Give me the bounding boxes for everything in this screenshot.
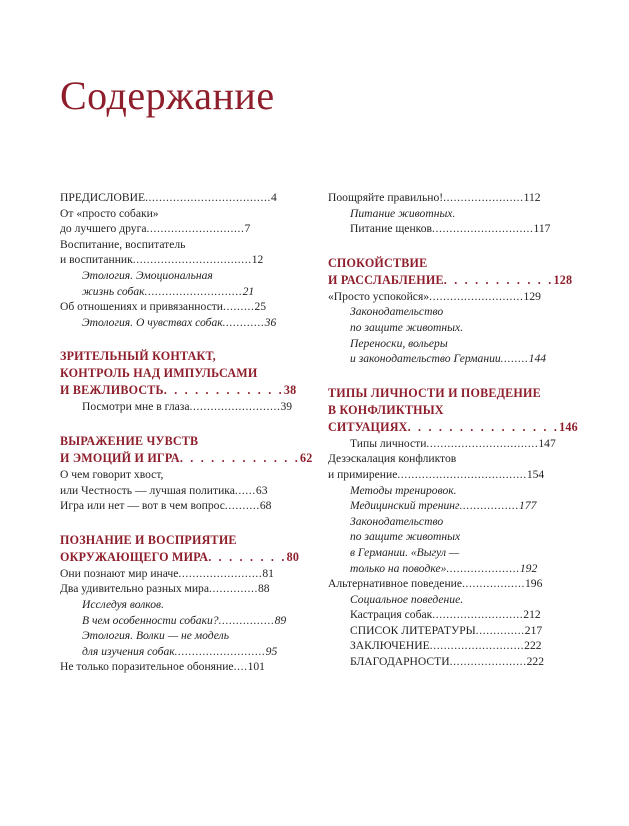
toc-entry[interactable]: [60, 221, 302, 237]
toc-spacer: [60, 330, 302, 348]
toc-entry[interactable]: [60, 628, 302, 644]
toc-entry-title: по защите животных.: [350, 320, 464, 334]
toc-entry[interactable]: [60, 566, 302, 582]
toc-entry-title: для изучения собак: [82, 644, 175, 658]
toc-entry[interactable]: [60, 190, 302, 206]
toc-entry[interactable]: [328, 592, 570, 608]
toc-leader-dots: . . . . . . . . . . . .: [163, 383, 284, 398]
toc-page-number: 147: [538, 436, 556, 450]
toc-leader-dots: ................: [218, 613, 275, 627]
toc-entry-title: ЗАКЛЮЧЕНИЕ: [350, 639, 430, 653]
toc-page-number: 117: [533, 222, 551, 236]
toc-entry-title: В чем особенности собаки?: [82, 613, 219, 627]
toc-section-heading[interactable]: [328, 385, 570, 402]
toc-entry[interactable]: [60, 498, 302, 514]
toc-entry-title: Этология. О чувствах собак: [82, 315, 223, 329]
toc-entry-title: КОНТРОЛЬ НАД ИМПУЛЬСАМИ: [60, 366, 258, 381]
toc-page-number: 129: [523, 289, 541, 303]
toc-entry-title: Переноски, вольеры: [350, 336, 448, 350]
toc-entry-title: Об отношениях и привязанности: [60, 300, 223, 314]
toc-column-left: [60, 190, 313, 675]
toc-section-heading[interactable]: [328, 272, 573, 289]
toc-leader-dots: ..................................: [132, 253, 252, 267]
toc-entry-title: Типы личности: [350, 436, 427, 450]
toc-page-number: 39: [280, 400, 293, 414]
toc-entry-title: Альтернативное поведение: [328, 577, 462, 591]
toc-entry-title: Этология. Волки — не модель: [82, 629, 229, 643]
toc-entry[interactable]: [60, 237, 302, 253]
toc-entry-title: От «просто собаки»: [60, 206, 159, 220]
toc-entry[interactable]: [328, 545, 570, 561]
toc-section-heading[interactable]: [328, 419, 578, 436]
toc-entry[interactable]: [328, 436, 570, 452]
toc-page-number: 101: [247, 660, 265, 674]
toc-leader-dots: ..........................: [189, 400, 281, 414]
toc-spacer: [328, 237, 570, 255]
toc-entry[interactable]: [60, 206, 302, 222]
toc-page-number: 12: [251, 253, 264, 267]
toc-entry-title: Поощряйте правильно!: [328, 191, 444, 204]
toc-section-heading[interactable]: [60, 450, 313, 467]
toc-entry[interactable]: [328, 654, 570, 670]
toc-section-heading[interactable]: [60, 549, 302, 566]
toc-entry-title: Не только поразительное обоняние: [60, 660, 234, 674]
toc-entry[interactable]: [60, 644, 302, 660]
toc-spacer: [60, 514, 302, 532]
toc-entry-title: Исследуя волков.: [82, 597, 164, 611]
toc-entry[interactable]: [328, 289, 570, 305]
toc-entry-title: И ВЕЖЛИВОСТЬ: [60, 383, 164, 398]
toc-entry-title: и примирение: [328, 467, 398, 481]
toc-entry[interactable]: [60, 299, 302, 315]
toc-entry[interactable]: [60, 613, 302, 629]
toc-column-right: [328, 190, 578, 675]
toc-entry[interactable]: [60, 483, 302, 499]
toc-page-number: 7: [244, 222, 251, 236]
toc-entry-title: Этология. Эмоциональная: [82, 268, 213, 282]
toc-entry[interactable]: [328, 467, 570, 483]
toc-entry[interactable]: [60, 399, 302, 415]
toc-entry-title: СПИСОК ЛИТЕРАТУРЫ: [350, 623, 476, 637]
toc-entry-title: и воспитанник: [60, 253, 133, 267]
toc-entry-title: БЛАГОДАРНОСТИ: [350, 655, 450, 669]
toc-page-number: 62: [299, 450, 313, 465]
toc-entry-title: СИТУАЦИЯХ: [328, 419, 408, 434]
toc-entry-title: ТИПЫ ЛИЧНОСТИ И ПОВЕДЕНИЕ: [328, 385, 541, 400]
toc-entry-title: О чем говорит хвост,: [60, 467, 164, 481]
toc-section-heading[interactable]: [60, 433, 302, 450]
toc-entry[interactable]: [328, 451, 570, 467]
toc-page-number: 88: [258, 582, 270, 596]
toc-page-number: 222: [526, 655, 544, 669]
toc-entry[interactable]: [60, 659, 302, 675]
toc-entry[interactable]: [60, 581, 302, 597]
toc-entry[interactable]: [60, 268, 302, 284]
toc-entry[interactable]: [60, 252, 302, 268]
toc-entry[interactable]: [328, 336, 570, 352]
toc-page-number: 25: [254, 300, 267, 314]
toc-entry-title: Методы тренировок.: [350, 483, 457, 497]
toc-leader-dots: .............................: [431, 222, 534, 236]
toc-leader-dots: ...........................: [429, 639, 525, 653]
toc-leader-dots: ..............: [209, 582, 258, 596]
toc-entry-title: Два удивительно разных мира: [60, 582, 210, 596]
toc-entry-title: ОКРУЖАЮЩЕГО МИРА: [60, 549, 209, 564]
toc-entry-title: И РАССЛАБЛЕНИЕ: [328, 272, 444, 287]
toc-columns: [60, 190, 578, 675]
toc-spacer: [328, 367, 570, 385]
toc-entry[interactable]: [328, 221, 570, 237]
toc-entry[interactable]: [328, 514, 570, 530]
toc-leader-dots: . . . . . . . . . . .: [443, 272, 554, 287]
toc-page-number: 217: [524, 623, 543, 637]
toc-leader-dots: ........: [500, 352, 529, 366]
toc-page-number: 128: [553, 272, 573, 287]
toc-leader-dots: ..................: [462, 577, 525, 591]
toc-entry[interactable]: [328, 351, 570, 367]
toc-entry-title: Посмотри мне в глаза: [82, 400, 190, 414]
toc-page-number: 192: [519, 561, 538, 575]
page-title: Содержание: [60, 73, 275, 118]
toc-leader-dots: .................: [459, 499, 520, 513]
toc-leader-dots: ............: [222, 315, 265, 329]
toc-entry-title: только на поводке»: [350, 561, 447, 575]
toc-page-number: 95: [265, 644, 278, 658]
toc-spacer: [60, 415, 302, 433]
toc-leader-dots: ....................................: [145, 191, 272, 204]
toc-entry-title: Игра или нет — вот в чем вопрос: [60, 499, 225, 513]
toc-leader-dots: ..........................: [174, 644, 266, 658]
toc-leader-dots: ..........: [224, 499, 260, 513]
toc-page-number: 146: [559, 419, 578, 434]
toc-entry-title: Они познают мир иначе: [60, 566, 179, 580]
toc-entry-title: «Просто успокойся»: [328, 289, 430, 303]
toc-leader-dots: ..............: [475, 623, 525, 637]
toc-entry-title: Законодательство: [350, 305, 444, 319]
toc-entry-title: В КОНФЛИКТНЫХ: [328, 402, 444, 417]
toc-entry[interactable]: [328, 304, 570, 320]
toc-entry-title: Медицинский тренинг: [350, 499, 460, 513]
toc-entry-title: ЗРИТЕЛЬНЫЙ КОНТАКТ,: [60, 349, 216, 364]
toc-entry-title: в Германии. «Выгул —: [350, 545, 460, 559]
toc-entry[interactable]: [60, 597, 302, 613]
toc-leader-dots: ............................: [144, 284, 243, 298]
toc-entry[interactable]: [60, 315, 302, 331]
toc-section-heading[interactable]: [60, 532, 302, 549]
toc-entry-title: Питание щенков: [350, 222, 432, 236]
toc-section-heading[interactable]: [60, 382, 302, 399]
toc-page-number: 212: [523, 608, 541, 622]
toc-entry-title: ПОЗНАНИЕ И ВОСПРИЯТИЕ: [60, 532, 237, 547]
toc-entry[interactable]: [328, 498, 570, 514]
toc-entry-title: Воспитание, воспитатель: [60, 237, 186, 251]
toc-leader-dots: ...........................: [429, 289, 524, 303]
toc-page-number: 81: [262, 566, 274, 580]
toc-leader-dots: ......................: [449, 655, 527, 669]
toc-entry[interactable]: [328, 638, 570, 654]
toc-section-heading[interactable]: [328, 255, 570, 272]
toc-leader-dots: . . . . . . . . . . . . . . .: [407, 419, 560, 434]
toc-entry[interactable]: [60, 467, 302, 483]
toc-leader-dots: ......: [234, 483, 256, 497]
toc-section-heading[interactable]: [60, 365, 302, 382]
toc-entry-title: жизнь собак: [82, 284, 145, 298]
toc-page-number: 4: [271, 191, 277, 204]
toc-leader-dots: ............................: [146, 222, 245, 236]
toc-entry-title: ВЫРАЖЕНИЕ ЧУВСТВ: [60, 433, 199, 448]
toc-entry[interactable]: [328, 320, 570, 336]
toc-entry-title: СПОКОЙСТВИЕ: [328, 255, 428, 270]
toc-leader-dots: .......................: [443, 191, 524, 204]
toc-section-heading[interactable]: [328, 402, 570, 419]
toc-entry[interactable]: [328, 576, 570, 592]
toc-entry-title: ПРЕДИСЛОВИЕ: [60, 191, 146, 204]
toc-page-number: 144: [528, 352, 547, 366]
toc-entry[interactable]: [328, 206, 570, 222]
toc-entry-title: И ЭМОЦИЙ И ИГРА: [60, 450, 180, 465]
toc-entry-title: Дезэскалация конфликтов: [328, 452, 457, 466]
toc-entry-title: и законодательство Германии: [350, 352, 501, 366]
toc-leader-dots: ....: [233, 660, 248, 674]
toc-entry[interactable]: [328, 561, 570, 577]
toc-entry-title: до лучшего друга: [60, 222, 147, 236]
toc-entry[interactable]: [328, 623, 570, 639]
toc-entry-title: Кастрация собак: [350, 608, 433, 622]
toc-entry-title: или Честность — лучшая политика: [60, 483, 235, 497]
toc-page-number: 38: [283, 383, 297, 398]
toc-entry[interactable]: [328, 483, 570, 499]
toc-entry-title: Социальное поведение.: [350, 592, 464, 606]
toc-page-number: 89: [274, 613, 287, 627]
toc-page-number: 21: [242, 284, 255, 298]
toc-entry[interactable]: [60, 284, 302, 300]
toc-leader-dots: .........: [223, 300, 255, 314]
toc-leader-dots: .....................: [446, 561, 520, 575]
toc-entry-title: по защите животных: [350, 530, 461, 544]
toc-page-number: 222: [524, 639, 542, 653]
toc-page-number: 154: [526, 467, 545, 481]
toc-entry-title: Питание животных.: [350, 206, 456, 220]
toc-page-number: 80: [286, 549, 300, 564]
toc-leader-dots: . . . . . . . .: [208, 549, 287, 564]
toc-page-number: 63: [255, 483, 268, 497]
toc-page-number: 36: [264, 315, 277, 329]
toc-page-number: 68: [259, 499, 272, 513]
toc-leader-dots: ..........................: [432, 608, 524, 622]
toc-entry[interactable]: [328, 190, 570, 206]
toc-leader-dots: .....................................: [397, 467, 527, 481]
toc-leader-dots: . . . . . . . . . . . .: [179, 450, 300, 465]
toc-page-number: 196: [524, 577, 543, 591]
toc-leader-dots: ................................: [426, 436, 539, 450]
toc-entry[interactable]: [328, 529, 570, 545]
toc-section-heading[interactable]: [60, 348, 302, 365]
toc-leader-dots: ........................: [178, 566, 263, 580]
toc-page-number: 112: [523, 191, 541, 204]
toc-page-number: 177: [519, 499, 537, 513]
toc-entry[interactable]: [328, 607, 570, 623]
toc-entry-title: Законодательство: [350, 514, 444, 528]
